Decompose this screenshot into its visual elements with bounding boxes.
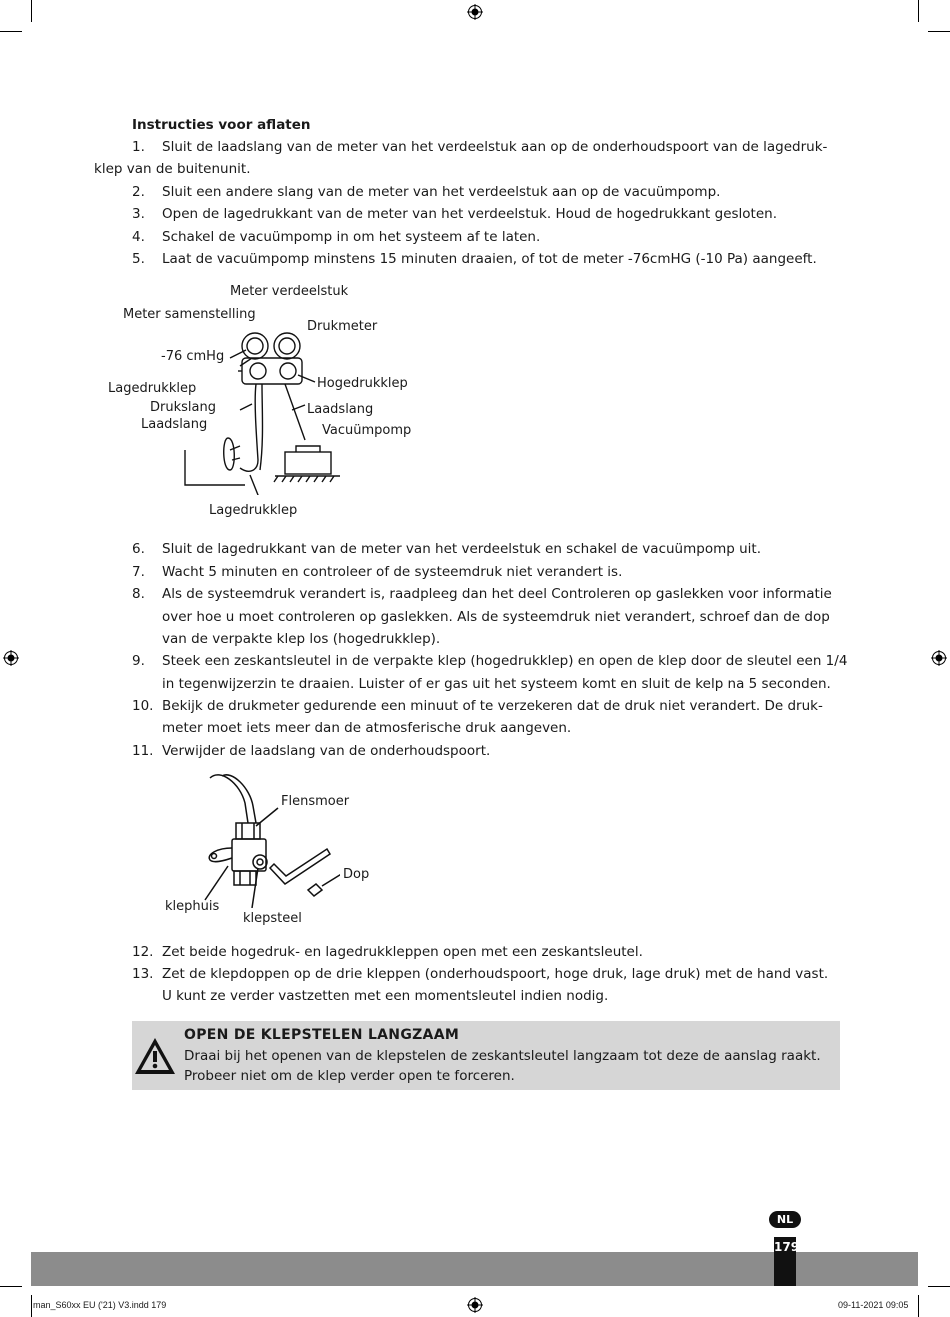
label-meter-samenstelling: Meter samenstelling	[123, 307, 256, 322]
step-number: 3.	[132, 206, 145, 222]
label-meter-verdeelstuk: Meter verdeelstuk	[230, 284, 349, 299]
label-hogedrukklep: Hogedrukklep	[317, 376, 408, 391]
step-number: 9.	[132, 653, 145, 669]
crop-mark	[918, 0, 919, 22]
language-badge: NL	[769, 1211, 801, 1228]
step-text: Zet de klepdoppen op de drie kleppen (onderhoudspoort, hoge druk, lage druk) met de hand vast.	[162, 966, 829, 982]
step-text: Steek een zeskantsleutel in de verpakte klep (hogedrukklep) en open de klep door de sleutel een 1/4	[162, 653, 848, 669]
label-cmhg: -76 cmHg	[161, 349, 225, 364]
warning-text: Probeer niet om de klep verder open te forceren.	[184, 1068, 515, 1084]
step-text: Sluit de lagedrukkant van de meter van het verdeelstuk en schakel de vacuümpomp uit.	[162, 541, 761, 557]
step-text: Verwijder de laadslang van de onderhoudspoort.	[162, 743, 491, 759]
label-flensmoer: Flensmoer	[281, 794, 350, 809]
step-text: U kunt ze verder vastzetten met een momentsleutel indien nodig.	[162, 988, 609, 1004]
step-number: 10.	[132, 698, 154, 714]
registration-mark-icon	[467, 1297, 483, 1313]
crop-mark	[0, 31, 22, 32]
slug-timestamp: 09-11-2021 09:05	[838, 1300, 909, 1310]
step-text: Zet beide hogedruk- en lagedrukkleppen open met een zeskantsleutel.	[162, 944, 643, 960]
step-text: Open de lagedrukkant van de meter van het verdeelstuk. Houd de hogedrukkant gesloten.	[162, 206, 777, 222]
slug-filename: man_S60xx EU ('21) V3.indd 179	[33, 1300, 167, 1310]
step-text: klep van de buitenunit.	[94, 161, 251, 177]
step-number: 1.	[132, 139, 145, 155]
warning-triangle-icon	[133, 1036, 177, 1076]
label-lagedrukklep-bottom: Lagedrukklep	[209, 503, 298, 518]
step-number: 13.	[132, 966, 154, 982]
step-text: Als de systeemdruk verandert is, raadpleeg dan het deel Controleren op gaslekken voor informatie	[162, 586, 832, 602]
label-dop: Dop	[343, 867, 370, 882]
step-number: 4.	[132, 229, 145, 245]
label-laadslang-right: Laadslang	[307, 402, 374, 417]
registration-mark-icon	[931, 650, 947, 666]
warning-title: OPEN DE KLEPSTELEN LANGZAAM	[184, 1027, 460, 1043]
label-klepsteel: klepsteel	[243, 911, 302, 926]
crop-mark	[918, 1295, 919, 1317]
crop-mark	[0, 1286, 22, 1287]
step-text: Schakel de vacuümpomp in om het systeem af te laten.	[162, 229, 541, 245]
step-text: van de verpakte klep los (hogedrukklep).	[162, 631, 441, 647]
crop-mark	[31, 1295, 32, 1317]
label-vacuumpomp: Vacuümpomp	[322, 423, 412, 438]
step-text: Sluit een andere slang van de meter van het verdeelstuk aan op de vacuümpomp.	[162, 184, 721, 200]
step-text: over hoe u moet controleren op gaslekken. Als de systeemdruk niet verandert, schroef dan de dop	[162, 609, 830, 625]
step-number: 7.	[132, 564, 145, 580]
crop-mark	[31, 0, 32, 22]
label-drukmeter: Drukmeter	[307, 319, 378, 334]
step-text: Laat de vacuümpomp minstens 15 minuten draaien, of tot de meter -76cmHG (-10 Pa) aangeeft.	[162, 251, 817, 267]
step-number: 11.	[132, 743, 154, 759]
registration-mark-icon	[3, 650, 19, 666]
step-number: 12.	[132, 944, 154, 960]
step-text: meter moet iets meer dan de atmosferische druk aangeven.	[162, 720, 572, 736]
step-number: 8.	[132, 586, 145, 602]
label-drukslang: Drukslang	[150, 400, 216, 415]
label-klephuis: klephuis	[165, 899, 220, 914]
step-text: Sluit de laadslang van de meter van het verdeelstuk aan op de onderhoudspoort van de lagedruk-	[162, 139, 828, 155]
step-number: 2.	[132, 184, 145, 200]
valve-hexkey-diagram	[200, 768, 340, 908]
crop-mark	[928, 1286, 950, 1287]
step-text: Bekijk de drukmeter gedurende een minuut of te verzekeren dat de druk niet verandert. De druk-	[162, 698, 823, 714]
section-heading: Instructies voor aflaten	[132, 117, 311, 133]
step-number: 6.	[132, 541, 145, 557]
crop-mark	[928, 31, 950, 32]
page-number: 179	[774, 1240, 800, 1254]
registration-mark-icon	[467, 4, 483, 20]
label-lagedrukklep-top: Lagedrukklep	[108, 381, 197, 396]
step-number: 5.	[132, 251, 145, 267]
warning-text: Draai bij het openen van de klepstelen de zeskantsleutel langzaam tot deze de aanslag raakt.	[184, 1048, 821, 1064]
label-laadslang-left: Laadslang	[141, 417, 208, 432]
step-text: Wacht 5 minuten en controleer of de systeemdruk niet verandert is.	[162, 564, 623, 580]
step-text: in tegenwijzerzin te draaien. Luister of er gas uit het systeem komt en sluit de kelp na 5 seconden.	[162, 676, 831, 692]
